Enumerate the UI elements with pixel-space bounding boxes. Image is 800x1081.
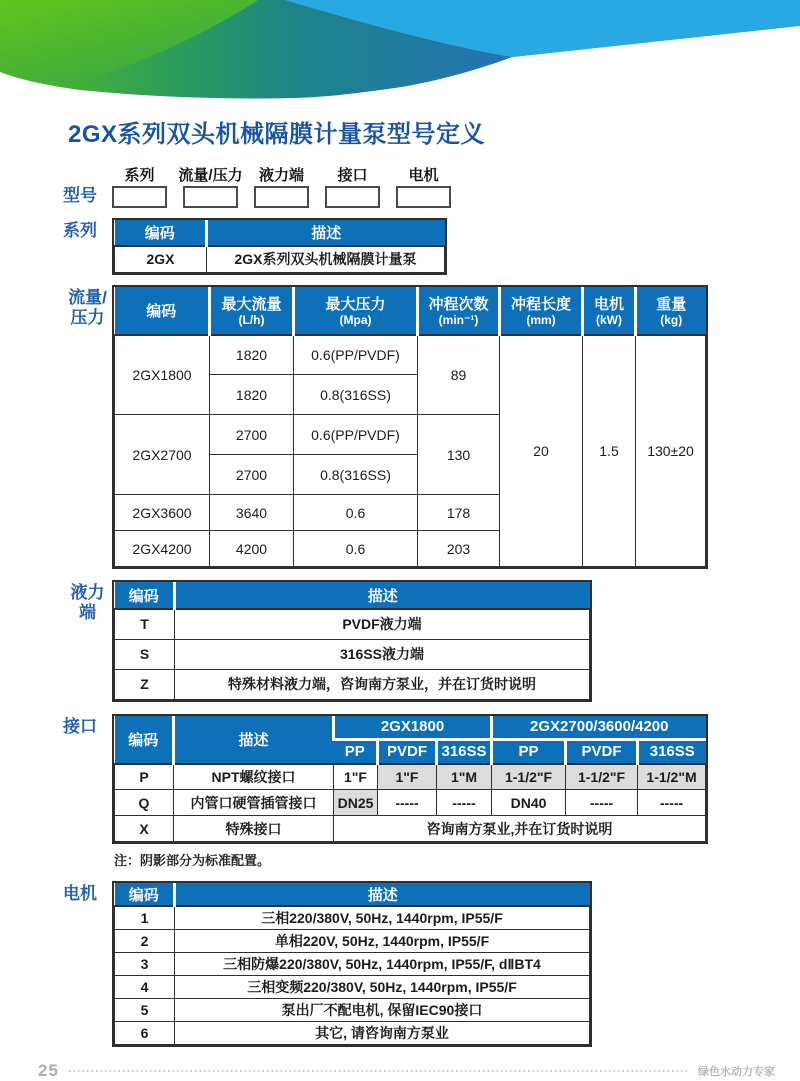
model-fields	[112, 166, 467, 208]
motor-code-3: 3	[115, 952, 175, 975]
interface-code-q: Q	[115, 790, 174, 816]
interface-section-label: 接口	[63, 716, 97, 736]
interface-subcol-316ss-1800: 316SS	[437, 740, 492, 764]
interface-p-value: 1"M	[437, 764, 492, 790]
model-field-interface	[325, 166, 380, 208]
model-box-motor	[396, 186, 451, 208]
interface-p-value: 1"F	[334, 764, 378, 790]
interface-group-2gx2700-3600-4200: 2GX2700/3600/4200	[492, 716, 706, 740]
flow-pressure-table	[112, 285, 708, 570]
flow-cell-code-2gx1800: 2GX1800	[115, 335, 210, 415]
interface-col-code: 编码	[115, 716, 174, 764]
motor-desc-4: 三相变频220/380V, 50Hz, 1440rpm, IP55/F	[175, 975, 590, 998]
flow-cell-shared-motor: 1.5	[583, 335, 636, 567]
model-field-motor	[396, 166, 451, 208]
liquid-col-desc: 描述	[175, 582, 590, 609]
interface-group-2gx1800: 2GX1800	[334, 716, 492, 740]
motor-section	[0, 881, 800, 1047]
flow-col-strokes: 冲程次数 (min⁻¹)	[418, 287, 500, 335]
model-field-liquid-end-label: 液力端	[258, 167, 304, 184]
liquid-desc-z: 特殊材料液力端，咨询南方泵业，并在订货时说明	[175, 669, 590, 699]
page-number: 25	[38, 1060, 59, 1080]
header-swoosh-graphic	[0, 0, 800, 110]
flow-cell-2700-flow1: 2700	[210, 415, 294, 455]
liquid-code-z: Z	[115, 669, 175, 699]
flow-col-weight: 重量 (kg)	[636, 287, 706, 335]
interface-content	[112, 714, 708, 870]
model-box-series	[112, 186, 167, 208]
flow-cell-2700-pressure2: 0.8(316SS)	[294, 455, 418, 495]
interface-q-value: -----	[566, 790, 638, 816]
flow-pressure-section	[0, 285, 800, 570]
interface-desc-p: NPT螺纹接口	[174, 764, 334, 790]
liquid-desc-t: PVDF液力端	[175, 609, 590, 639]
motor-desc-5: 泵出厂不配电机, 保留IEC90接口	[175, 998, 590, 1021]
model-field-series	[112, 166, 167, 208]
interface-x-span-value: 咨询南方泵业,并在订货时说明	[334, 816, 706, 842]
motor-desc-3: 三相防爆220/380V, 50Hz, 1440rpm, IP55/F, dⅡBT4	[175, 952, 590, 975]
flow-pressure-section-label: 流量/ 压力	[68, 287, 107, 327]
page-footer	[38, 1061, 775, 1081]
motor-col-desc: 描述	[175, 883, 590, 906]
series-desc-cell: 2GX系列双头机械隔膜计量泵	[207, 246, 445, 272]
model-section-label: 型号	[63, 186, 97, 205]
liquid-col-code: 编码	[115, 582, 175, 609]
interface-note: 注：阴影部分为标准配置。	[114, 853, 271, 868]
interface-section	[0, 714, 800, 870]
page-title: 2GX系列双头机械隔膜计量泵型号定义	[68, 121, 486, 148]
interface-p-value: 1-1/2"F	[492, 764, 566, 790]
model-section	[0, 166, 800, 208]
flow-cell-2700-flow2: 2700	[210, 455, 294, 495]
interface-p-value: 1-1/2"F	[566, 764, 638, 790]
flow-cell-1800-flow1: 1820	[210, 335, 294, 375]
interface-subcol-316ss-2700: 316SS	[638, 740, 706, 764]
interface-subcol-pvdf-1800: PVDF	[378, 740, 437, 764]
flow-col-stroke-length: 冲程长度 (mm)	[500, 287, 583, 335]
motor-table	[112, 881, 592, 1047]
liquid-code-t: T	[115, 609, 175, 639]
liquid-end-section	[0, 580, 800, 702]
interface-p-value: 1-1/2"M	[638, 764, 706, 790]
flow-cell-4200-strokes: 203	[418, 531, 500, 567]
flow-cell-code-2gx3600: 2GX3600	[115, 495, 210, 531]
interface-table	[112, 714, 708, 845]
interface-q-value: -----	[437, 790, 492, 816]
flow-cell-3600-strokes: 178	[418, 495, 500, 531]
flow-cell-3600-flow: 3640	[210, 495, 294, 531]
flow-col-maxflow: 最大流量 (L/h)	[210, 287, 294, 335]
interface-desc-q: 内管口硬管插管接口	[174, 790, 334, 816]
motor-code-1: 1	[115, 906, 175, 929]
flow-cell-3600-pressure: 0.6	[294, 495, 418, 531]
motor-desc-2: 单相220V, 50Hz, 1440rpm, IP55/F	[175, 929, 590, 952]
flow-cell-code-2gx4200: 2GX4200	[115, 531, 210, 567]
model-box-interface	[325, 186, 380, 208]
liquid-end-table	[112, 580, 592, 702]
interface-subcol-pvdf-2700: PVDF	[566, 740, 638, 764]
interface-desc-x: 特殊接口	[174, 816, 334, 842]
interface-col-desc: 描述	[174, 716, 334, 764]
liquid-end-section-label: 液力 端	[70, 583, 105, 622]
flow-cell-1800-pressure2: 0.8(316SS)	[294, 375, 418, 415]
series-col-desc: 描述	[207, 220, 445, 246]
footer-slogan: 绿色水动力专家	[698, 1065, 775, 1078]
series-table	[112, 218, 447, 275]
flow-cell-2700-pressure1: 0.6(PP/PVDF)	[294, 415, 418, 455]
flow-cell-2700-strokes: 130	[418, 415, 500, 495]
interface-code-x: X	[115, 816, 174, 842]
motor-code-2: 2	[115, 929, 175, 952]
motor-desc-6: 其它, 请咨询南方泵业	[175, 1021, 590, 1044]
interface-q-value: DN40	[492, 790, 566, 816]
series-section	[0, 218, 800, 275]
series-col-code: 编码	[115, 220, 207, 246]
flow-cell-1800-flow2: 1820	[210, 375, 294, 415]
flow-cell-code-2gx2700: 2GX2700	[115, 415, 210, 495]
model-field-liquid-end	[254, 166, 309, 208]
motor-section-label: 电机	[63, 884, 97, 903]
model-field-flow-pressure-label: 流量/压力	[178, 167, 243, 184]
motor-col-code: 编码	[115, 883, 175, 906]
model-field-series-label: 系列	[124, 167, 155, 184]
interface-code-p: P	[115, 764, 174, 790]
interface-q-value: -----	[638, 790, 706, 816]
flow-cell-shared-length: 20	[500, 335, 583, 567]
interface-p-value: 1"F	[378, 764, 437, 790]
footer-dotted-divider	[69, 1070, 688, 1072]
model-box-flow-pressure	[183, 186, 238, 208]
series-code-cell: 2GX	[115, 246, 207, 272]
flow-cell-shared-weight: 130±20	[636, 335, 706, 567]
motor-code-6: 6	[115, 1021, 175, 1044]
motor-desc-1: 三相220/380V, 50Hz, 1440rpm, IP55/F	[175, 906, 590, 929]
model-field-interface-label: 接口	[337, 167, 368, 184]
interface-q-value: DN25	[334, 790, 378, 816]
model-box-liquid-end	[254, 186, 309, 208]
flow-col-code: 编码	[115, 287, 210, 335]
interface-q-value: -----	[378, 790, 437, 816]
model-field-flow-pressure	[178, 166, 243, 208]
series-section-label: 系列	[63, 221, 97, 240]
motor-code-4: 4	[115, 975, 175, 998]
model-field-motor-label: 电机	[408, 167, 439, 184]
flow-col-maxpressure: 最大压力 (Mpa)	[294, 287, 418, 335]
flow-cell-1800-strokes: 89	[418, 335, 500, 415]
interface-subcol-pp-1800: PP	[334, 740, 378, 764]
flow-col-motor: 电机 (kW)	[583, 287, 636, 335]
interface-subcol-pp-2700: PP	[492, 740, 566, 764]
flow-cell-4200-pressure: 0.6	[294, 531, 418, 567]
motor-code-5: 5	[115, 998, 175, 1021]
liquid-desc-s: 316SS液力端	[175, 639, 590, 669]
liquid-code-s: S	[115, 639, 175, 669]
flow-cell-1800-pressure1: 0.6(PP/PVDF)	[294, 335, 418, 375]
flow-cell-4200-flow: 4200	[210, 531, 294, 567]
